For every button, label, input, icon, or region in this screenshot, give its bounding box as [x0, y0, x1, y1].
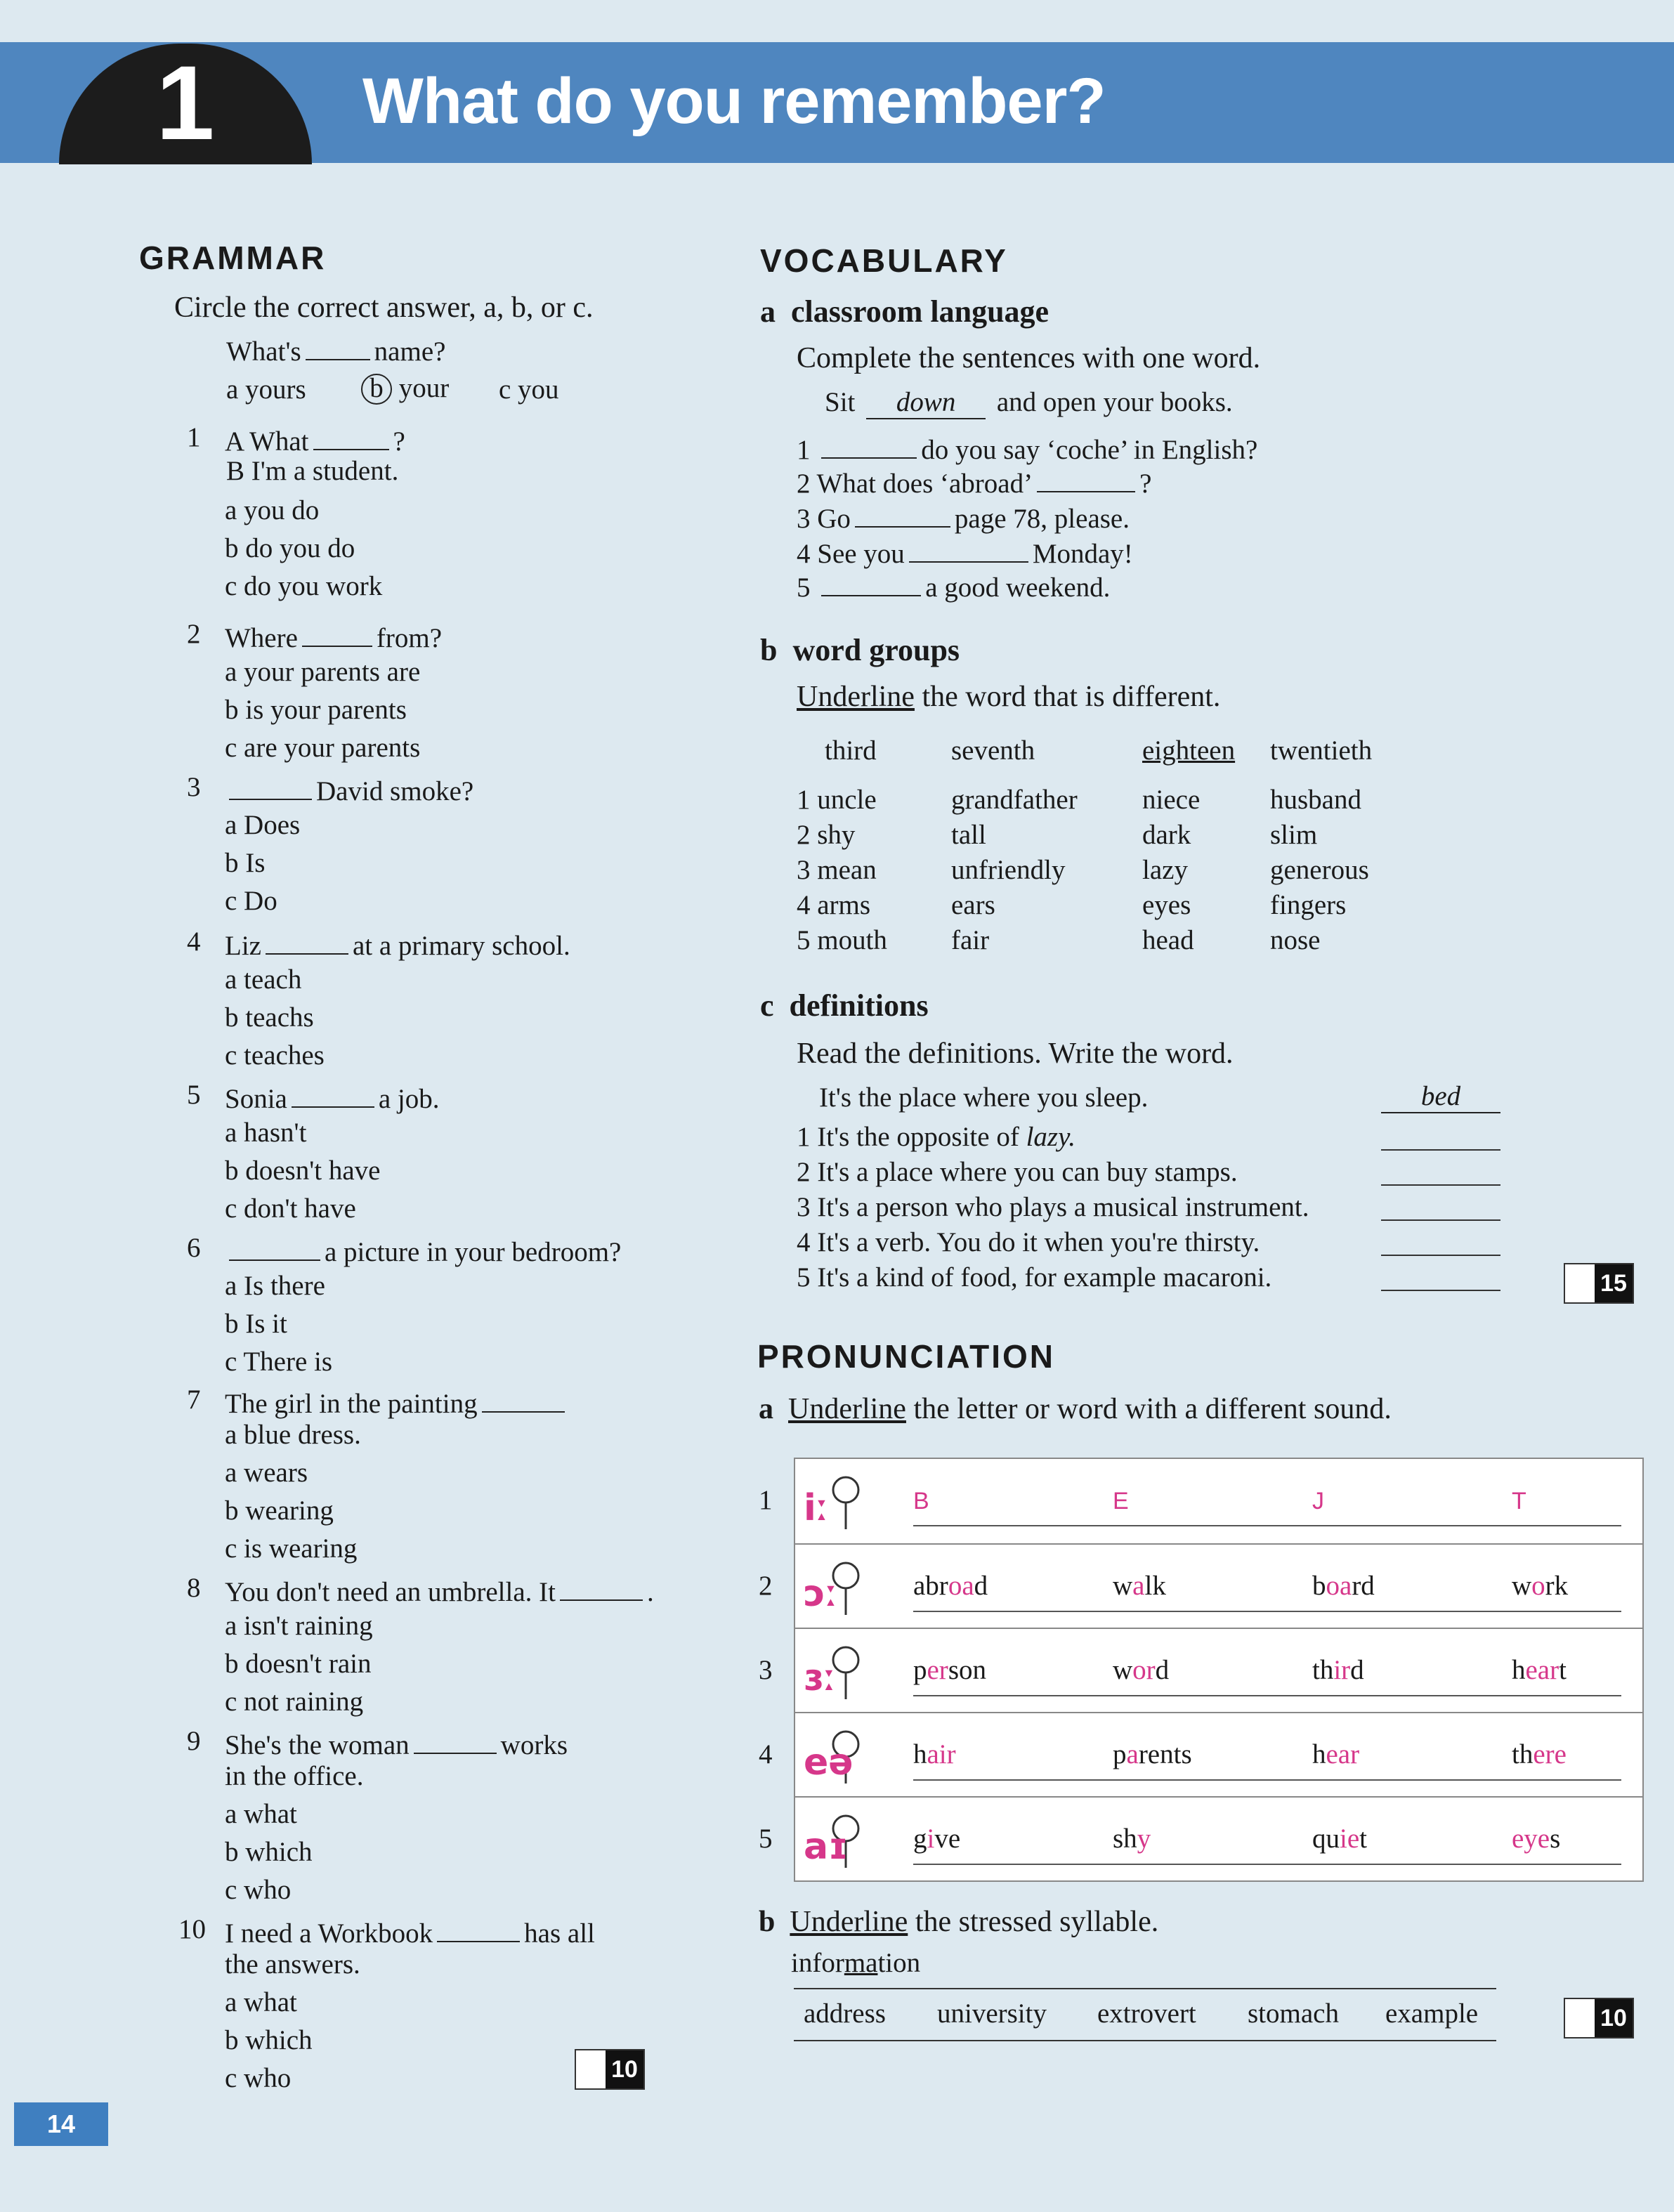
- row-number: 3: [759, 1655, 773, 1685]
- answer-option[interactable]: c teaches: [225, 1040, 325, 1071]
- page-title: What do you remember?: [362, 65, 1106, 137]
- question-stem: You don't need an umbrella. It .: [225, 1572, 654, 1608]
- answer-blank[interactable]: [909, 534, 1028, 563]
- answer-option[interactable]: b wearing: [225, 1496, 334, 1526]
- pronunciation-table: [759, 1458, 1644, 1882]
- sentence-item: 4 See you Monday!: [797, 534, 1133, 570]
- answer-blank[interactable]: [821, 568, 921, 596]
- answer-line: [913, 1695, 1621, 1696]
- definition-item: 5 It's a kind of food, for example macaroni.: [797, 1262, 1272, 1292]
- question-stem: David smoke?: [225, 771, 473, 807]
- answer-line: [913, 1779, 1621, 1781]
- pronunciation-word[interactable]: E: [1113, 1488, 1129, 1514]
- answer-option[interactable]: a Does: [225, 810, 301, 840]
- pronunciation-score-box: 10: [1564, 1998, 1634, 2038]
- answer-option[interactable]: b Is: [225, 848, 266, 878]
- pronunciation-word[interactable]: hair: [913, 1739, 956, 1769]
- answer-option[interactable]: c who: [225, 2063, 292, 2093]
- pronunciation-word[interactable]: eyes: [1512, 1824, 1561, 1854]
- answer-line: [913, 1611, 1621, 1612]
- word-cell[interactable]: eyes: [1142, 890, 1191, 920]
- answer-option[interactable]: a wears: [225, 1458, 308, 1488]
- question-number: 7: [187, 1385, 201, 1415]
- answer-blank[interactable]: [855, 499, 950, 528]
- definition-item: 4 It's a verb. You do it when you're thirsty.: [797, 1227, 1260, 1257]
- sound-picture-icon: [804, 1469, 874, 1533]
- stress-word[interactable]: extrovert: [1097, 1998, 1196, 2029]
- word-cell[interactable]: seventh: [951, 735, 1035, 766]
- vocab-score-box: 15: [1564, 1263, 1634, 1304]
- phonetic-symbol: ɜː: [804, 1657, 836, 1699]
- question-stem-continued: a blue dress.: [225, 1420, 361, 1450]
- answer-line[interactable]: [1381, 1255, 1500, 1256]
- word-cell[interactable]: 5 mouth: [797, 925, 887, 955]
- answer-option[interactable]: a Is there: [225, 1271, 325, 1301]
- word-cell[interactable]: 3 mean: [797, 855, 877, 885]
- pronunciation-row: [759, 1543, 1642, 1629]
- answer-option[interactable]: b Is it: [225, 1309, 287, 1339]
- definition-item: 3 It's a person who plays a musical instrument.: [797, 1192, 1309, 1222]
- pronunciation-word[interactable]: hear: [1312, 1739, 1360, 1769]
- vocab-b-title: b word groups: [760, 633, 960, 667]
- answer-line: [913, 1525, 1621, 1526]
- sound-picture-icon: [804, 1723, 874, 1788]
- answer-option[interactable]: a isn't raining: [225, 1611, 373, 1641]
- row-number: 2: [759, 1571, 773, 1601]
- question-number: 3: [187, 772, 201, 802]
- answer-option[interactable]: b teachs: [225, 1002, 314, 1033]
- word-cell[interactable]: unfriendly: [951, 855, 1066, 885]
- answer-option[interactable]: a teach: [225, 964, 302, 995]
- sentence-item: 5 a good weekend.: [797, 568, 1110, 603]
- answer-option[interactable]: c don't have: [225, 1193, 356, 1224]
- stress-word[interactable]: stomach: [1248, 1998, 1339, 2029]
- pronunciation-word[interactable]: board: [1312, 1571, 1375, 1601]
- answer-line[interactable]: [1381, 1219, 1500, 1221]
- question-stem: The girl in the painting: [225, 1384, 569, 1420]
- word-cell[interactable]: 4 arms: [797, 890, 871, 920]
- pronunciation-word[interactable]: parents: [1113, 1739, 1192, 1769]
- pron-a-instruction: a Underline the letter or word with a different sound.: [759, 1393, 1392, 1425]
- answer-option[interactable]: b doesn't rain: [225, 1649, 372, 1679]
- answer-option[interactable]: b which: [225, 2025, 313, 2055]
- pronunciation-word[interactable]: word: [1113, 1655, 1170, 1685]
- pronunciation-word[interactable]: person: [913, 1655, 986, 1685]
- sound-picture-icon: [804, 1555, 874, 1619]
- pron-b-example: information: [791, 1948, 921, 1978]
- stress-word[interactable]: university: [937, 1998, 1047, 2029]
- page-number: 14: [14, 2102, 108, 2146]
- pronunciation-word[interactable]: quiet: [1312, 1824, 1367, 1854]
- answer-option[interactable]: a you do: [225, 495, 320, 525]
- pronunciation-word[interactable]: T: [1512, 1488, 1526, 1514]
- answer-option[interactable]: c do you work: [225, 571, 383, 601]
- answer-option[interactable]: c is wearing: [225, 1533, 358, 1564]
- question-number: 8: [187, 1573, 201, 1603]
- answer-option[interactable]: b which: [225, 1837, 313, 1867]
- pronunciation-word[interactable]: give: [913, 1824, 961, 1854]
- word-cell[interactable]: niece: [1142, 785, 1201, 815]
- word-cell[interactable]: third: [825, 735, 877, 766]
- vocab-c-example-answer: bed: [1381, 1080, 1500, 1113]
- word-cell[interactable]: 2 shy: [797, 820, 856, 850]
- question-number: 2: [187, 619, 201, 649]
- grammar-heading: GRAMMAR: [139, 240, 327, 276]
- pronunciation-row: [759, 1796, 1642, 1882]
- stress-word[interactable]: address: [804, 1998, 886, 2029]
- pronunciation-word[interactable]: there: [1512, 1739, 1567, 1769]
- question-stem-continued: the answers.: [225, 1949, 360, 1979]
- grammar-score-box: 10: [575, 2049, 645, 2090]
- stress-word[interactable]: example: [1385, 1998, 1479, 2029]
- answer-line[interactable]: [1381, 1149, 1500, 1151]
- answer-line: [913, 1864, 1621, 1865]
- definition-item: 1 It's the opposite of lazy.: [797, 1122, 1075, 1152]
- phonetic-symbol: eə: [804, 1741, 854, 1784]
- word-cell[interactable]: head: [1142, 925, 1194, 955]
- vocab-b-instruction: Underline the word that is different.: [797, 681, 1221, 713]
- question-number: 9: [187, 1726, 201, 1756]
- question-stem: She's the woman works: [225, 1725, 568, 1761]
- pronunciation-word[interactable]: third: [1312, 1655, 1364, 1685]
- vocab-a-instruction: Complete the sentences with one word.: [797, 342, 1261, 374]
- question-number: 6: [187, 1233, 201, 1263]
- question-stem: a picture in your bedroom?: [225, 1232, 621, 1268]
- answer-circle: b: [361, 374, 392, 405]
- unit-number: 1: [156, 44, 215, 162]
- vocab-c-instruction: Read the definitions. Write the word.: [797, 1038, 1234, 1070]
- question-stem: I need a Workbook has all: [225, 1913, 595, 1949]
- question-stem: A What ?: [225, 421, 405, 457]
- answer-option[interactable]: c not raining: [225, 1687, 364, 1717]
- phonetic-symbol: ɔː: [804, 1573, 838, 1615]
- word-cell[interactable]: ears: [951, 890, 995, 920]
- vocab-a-title: a classroom language: [760, 294, 1049, 329]
- vocab-c-title: c definitions: [760, 988, 929, 1023]
- pronunciation-word[interactable]: walk: [1113, 1571, 1166, 1601]
- answer-option[interactable]: a hasn't: [225, 1118, 307, 1148]
- answer-option[interactable]: c who: [225, 1875, 292, 1905]
- grammar-example-option-c: c you: [499, 374, 559, 405]
- word-cell[interactable]: nose: [1270, 925, 1321, 955]
- sound-picture-icon: [804, 1639, 874, 1703]
- pronunciation-row: [759, 1459, 1642, 1543]
- pronunciation-row: [759, 1628, 1642, 1713]
- pronunciation-word[interactable]: heart: [1512, 1655, 1567, 1685]
- answer-option[interactable]: b is your parents: [225, 695, 407, 725]
- answer-option[interactable]: a what: [225, 1987, 297, 2017]
- pronunciation-word[interactable]: abroad: [913, 1571, 988, 1601]
- word-cell[interactable]: slim: [1270, 820, 1318, 850]
- answer-option[interactable]: a your parents are: [225, 657, 421, 687]
- word-cell[interactable]: eighteen: [1142, 735, 1236, 766]
- answer-line[interactable]: [1381, 1290, 1500, 1291]
- answer-option[interactable]: a what: [225, 1799, 297, 1829]
- word-cell[interactable]: generous: [1270, 855, 1369, 885]
- pronunciation-word[interactable]: shy: [1113, 1824, 1151, 1854]
- word-cell[interactable]: tall: [951, 820, 986, 850]
- pronunciation-heading: PRONUNCIATION: [757, 1338, 1056, 1375]
- divider: [794, 1988, 1496, 1989]
- word-cell[interactable]: dark: [1142, 820, 1191, 850]
- pronunciation-word[interactable]: work: [1512, 1571, 1569, 1601]
- pronunciation-word[interactable]: B: [913, 1488, 929, 1514]
- pronunciation-word[interactable]: J: [1312, 1488, 1324, 1514]
- answer-blank[interactable]: [1037, 464, 1135, 492]
- question-number: 4: [187, 927, 201, 957]
- sentence-item: 1 do you say ‘coche’ in English?: [797, 430, 1257, 466]
- row-number: 1: [759, 1485, 773, 1515]
- divider: [794, 2040, 1496, 2041]
- vocab-a-example: Sit down and open your books.: [825, 386, 1233, 419]
- pron-b-instruction: b Underline the stressed syllable.: [759, 1906, 1159, 1938]
- grammar-instruction: Circle the correct answer, a, b, or c.: [174, 292, 594, 324]
- word-cell[interactable]: fingers: [1270, 890, 1347, 920]
- answer-option[interactable]: c There is: [225, 1347, 333, 1377]
- word-cell[interactable]: 1 uncle: [797, 785, 877, 815]
- question-number: 10: [178, 1914, 206, 1944]
- answer-option[interactable]: c Do: [225, 886, 277, 916]
- phonetic-symbol: iː: [804, 1487, 829, 1529]
- phonetic-symbol: aɪ: [804, 1826, 849, 1868]
- answer-line[interactable]: [1381, 1184, 1500, 1186]
- word-cell[interactable]: twentieth: [1270, 735, 1373, 766]
- word-cell[interactable]: fair: [951, 925, 990, 955]
- word-cell[interactable]: grandfather: [951, 785, 1078, 815]
- question-reply: B I'm a student.: [226, 456, 399, 486]
- answer-option[interactable]: c are your parents: [225, 733, 421, 763]
- sentence-item: 2 What does ‘abroad’ ?: [797, 464, 1151, 499]
- grammar-example-stem: What's name?: [226, 332, 445, 367]
- pronunciation-row: [759, 1712, 1642, 1798]
- vocabulary-heading: VOCABULARY: [760, 242, 1008, 279]
- question-stem: Liz at a primary school.: [225, 926, 570, 962]
- question-number: 1: [187, 422, 201, 452]
- question-stem: Where from?: [225, 618, 442, 654]
- word-cell[interactable]: lazy: [1142, 855, 1188, 885]
- question-number: 5: [187, 1080, 201, 1110]
- answer-option[interactable]: b doesn't have: [225, 1156, 381, 1186]
- answer-blank[interactable]: [821, 430, 917, 459]
- grammar-example-option-b[interactable]: b your: [361, 372, 449, 405]
- sentence-item: 3 Go page 78, please.: [797, 499, 1130, 535]
- grammar-example-option-a: a yours: [226, 374, 306, 405]
- question-stem-continued: in the office.: [225, 1761, 364, 1791]
- row-number: 4: [759, 1739, 773, 1769]
- question-stem: Sonia a job.: [225, 1079, 440, 1115]
- sound-picture-icon: [804, 1807, 874, 1872]
- row-number: 5: [759, 1824, 773, 1854]
- answer-option[interactable]: b do you do: [225, 533, 355, 563]
- definition-item: 2 It's a place where you can buy stamps.: [797, 1157, 1238, 1187]
- vocab-c-example: It's the place where you sleep.: [819, 1082, 1149, 1113]
- word-cell[interactable]: husband: [1270, 785, 1361, 815]
